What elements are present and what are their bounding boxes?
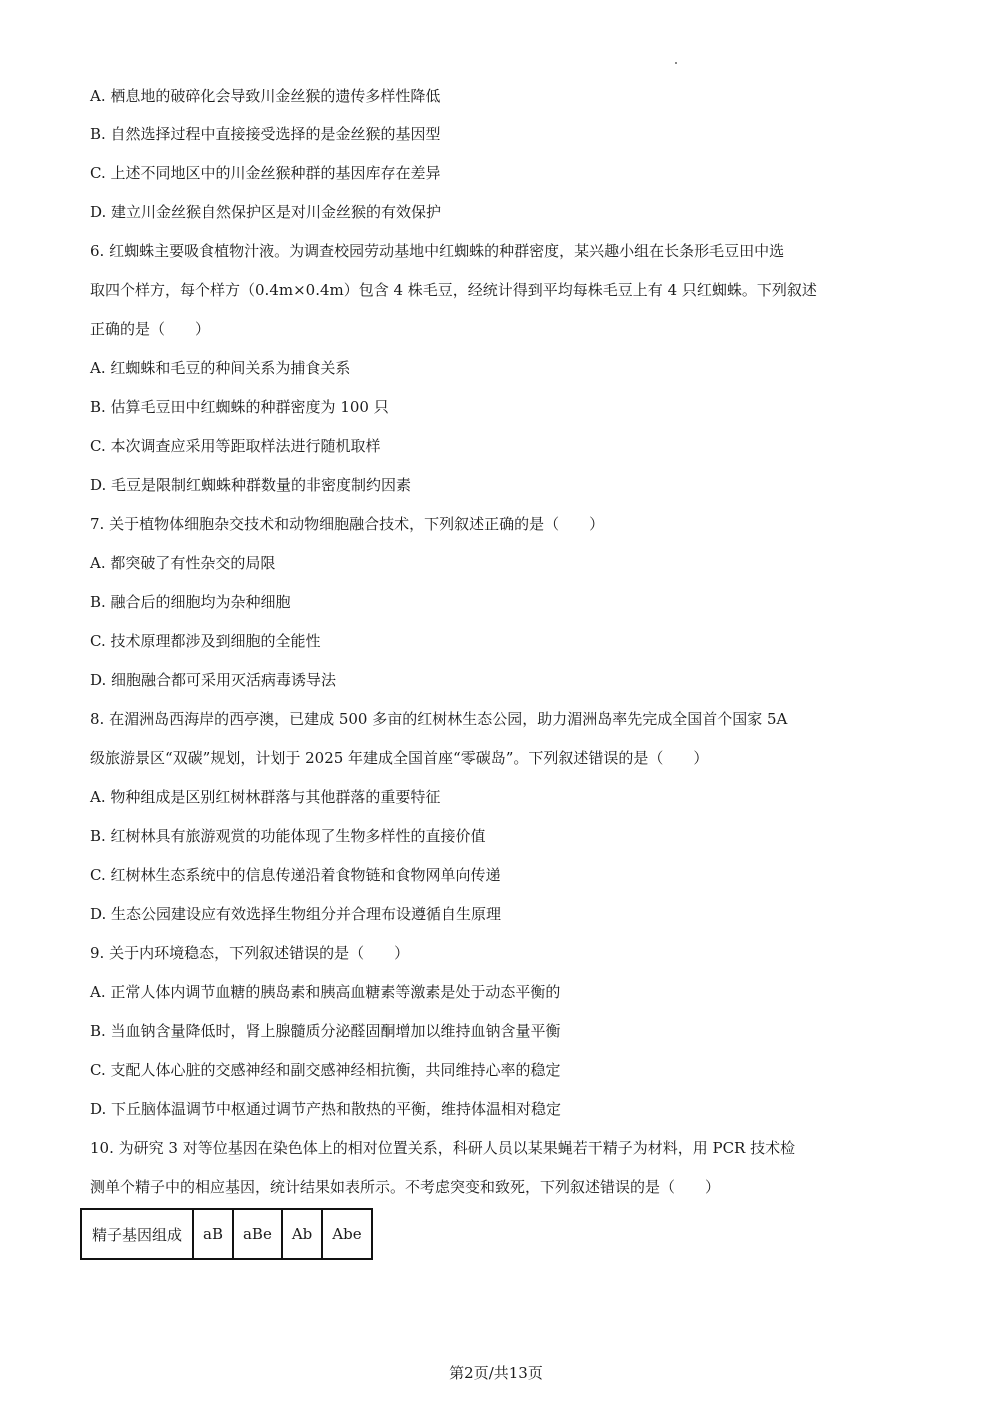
option-c: C. 本次调查应采用等距取样法进行随机取样 <box>90 437 381 455</box>
question-10-stem: 10. 为研究 3 对等位基因在染色体上的相对位置关系，科研人员以某果蝇若干精子为材料，用 PCR 技术检 <box>90 1139 796 1157</box>
option-c: C. 上述不同地区中的川金丝猴种群的基因库存在差异 <box>90 164 441 182</box>
option-a: A. 正常人体内调节血糖的胰岛素和胰高血糖素等激素是处于动态平衡的 <box>90 983 561 1001</box>
option-b: B. 自然选择过程中直接接受选择的是金丝猴的基因型 <box>90 125 441 143</box>
option-a: A. 都突破了有性杂交的局限 <box>90 554 276 572</box>
option-b: B. 估算毛豆田中红蜘蛛的种群密度为 100 只 <box>90 398 389 416</box>
option-d: D. 细胞融合都可采用灭活病毒诱导法 <box>90 671 337 689</box>
table-cell: Abe <box>322 1209 371 1259</box>
option-c: C. 支配人体心脏的交感神经和副交感神经相抗衡，共同维持心率的稳定 <box>90 1061 561 1079</box>
question-10-stem: 测单个精子中的相应基因，统计结果如表所示。不考虑突变和致死，下列叙述错误的是（ ） <box>90 1178 721 1196</box>
option-b: B. 红树林具有旅游观赏的功能体现了生物多样性的直接价值 <box>90 827 486 845</box>
option-a: A. 栖息地的破碎化会导致川金丝猴的遗传多样性降低 <box>90 87 441 105</box>
page-number: 第2页/共13页 <box>449 1364 543 1382</box>
question-7-stem: 7. 关于植物体细胞杂交技术和动物细胞融合技术，下列叙述正确的是（ ） <box>90 515 605 533</box>
option-a: A. 红蜘蛛和毛豆的种间关系为捕食关系 <box>90 359 351 377</box>
table-header-cell: 精子基因组成 <box>81 1209 193 1259</box>
table-cell: aBe <box>233 1209 282 1259</box>
option-a: A. 物种组成是区别红树林群落与其他群落的重要特征 <box>90 788 441 806</box>
table-row <box>81 1209 372 1259</box>
question-8-stem: 级旅游景区“双碳”规划，计划于 2025 年建成全国首座“零碳岛”。下列叙述错误的是（ ） <box>90 749 709 767</box>
question-6-stem: 正确的是（ ） <box>90 320 211 338</box>
question-8-stem: 8. 在湄洲岛西海岸的西亭澳，已建成 500 多亩的红树林生态公园，助力湄洲岛率先完成全国首个国家 5A <box>90 710 788 728</box>
option-b: B. 融合后的细胞均为杂种细胞 <box>90 593 291 611</box>
sperm-genotype-table <box>80 1208 373 1260</box>
option-d: D. 生态公园建设应有效选择生物组分并合理布设遵循自生原理 <box>90 905 502 923</box>
question-9-stem: 9. 关于内环境稳态，下列叙述错误的是（ ） <box>90 944 410 962</box>
option-b: B. 当血钠含量降低时，肾上腺髓质分泌醛固酮增加以维持血钠含量平衡 <box>90 1022 561 1040</box>
option-d: D. 下丘脑体温调节中枢通过调节产热和散热的平衡，维持体温相对稳定 <box>90 1100 562 1118</box>
question-6-stem: 6. 红蜘蛛主要吸食植物汁液。为调查校园劳动基地中红蜘蛛的种群密度，某兴趣小组在长条形毛豆田中选 <box>90 242 785 260</box>
scan-dot <box>675 62 677 64</box>
question-6-stem: 取四个样方，每个样方（0.4m×0.4m）包含 4 株毛豆，经统计得到平均每株毛豆上有 4 只红蜘蛛。下列叙述 <box>90 281 817 299</box>
option-c: C. 红树林生态系统中的信息传递沿着食物链和食物网单向传递 <box>90 866 501 884</box>
table-cell: Ab <box>282 1209 322 1259</box>
option-d: D. 建立川金丝猴自然保护区是对川金丝猴的有效保护 <box>90 203 442 221</box>
table-cell: aB <box>193 1209 233 1259</box>
option-c: C. 技术原理都涉及到细胞的全能性 <box>90 632 321 650</box>
option-d: D. 毛豆是限制红蜘蛛种群数量的非密度制约因素 <box>90 476 412 494</box>
